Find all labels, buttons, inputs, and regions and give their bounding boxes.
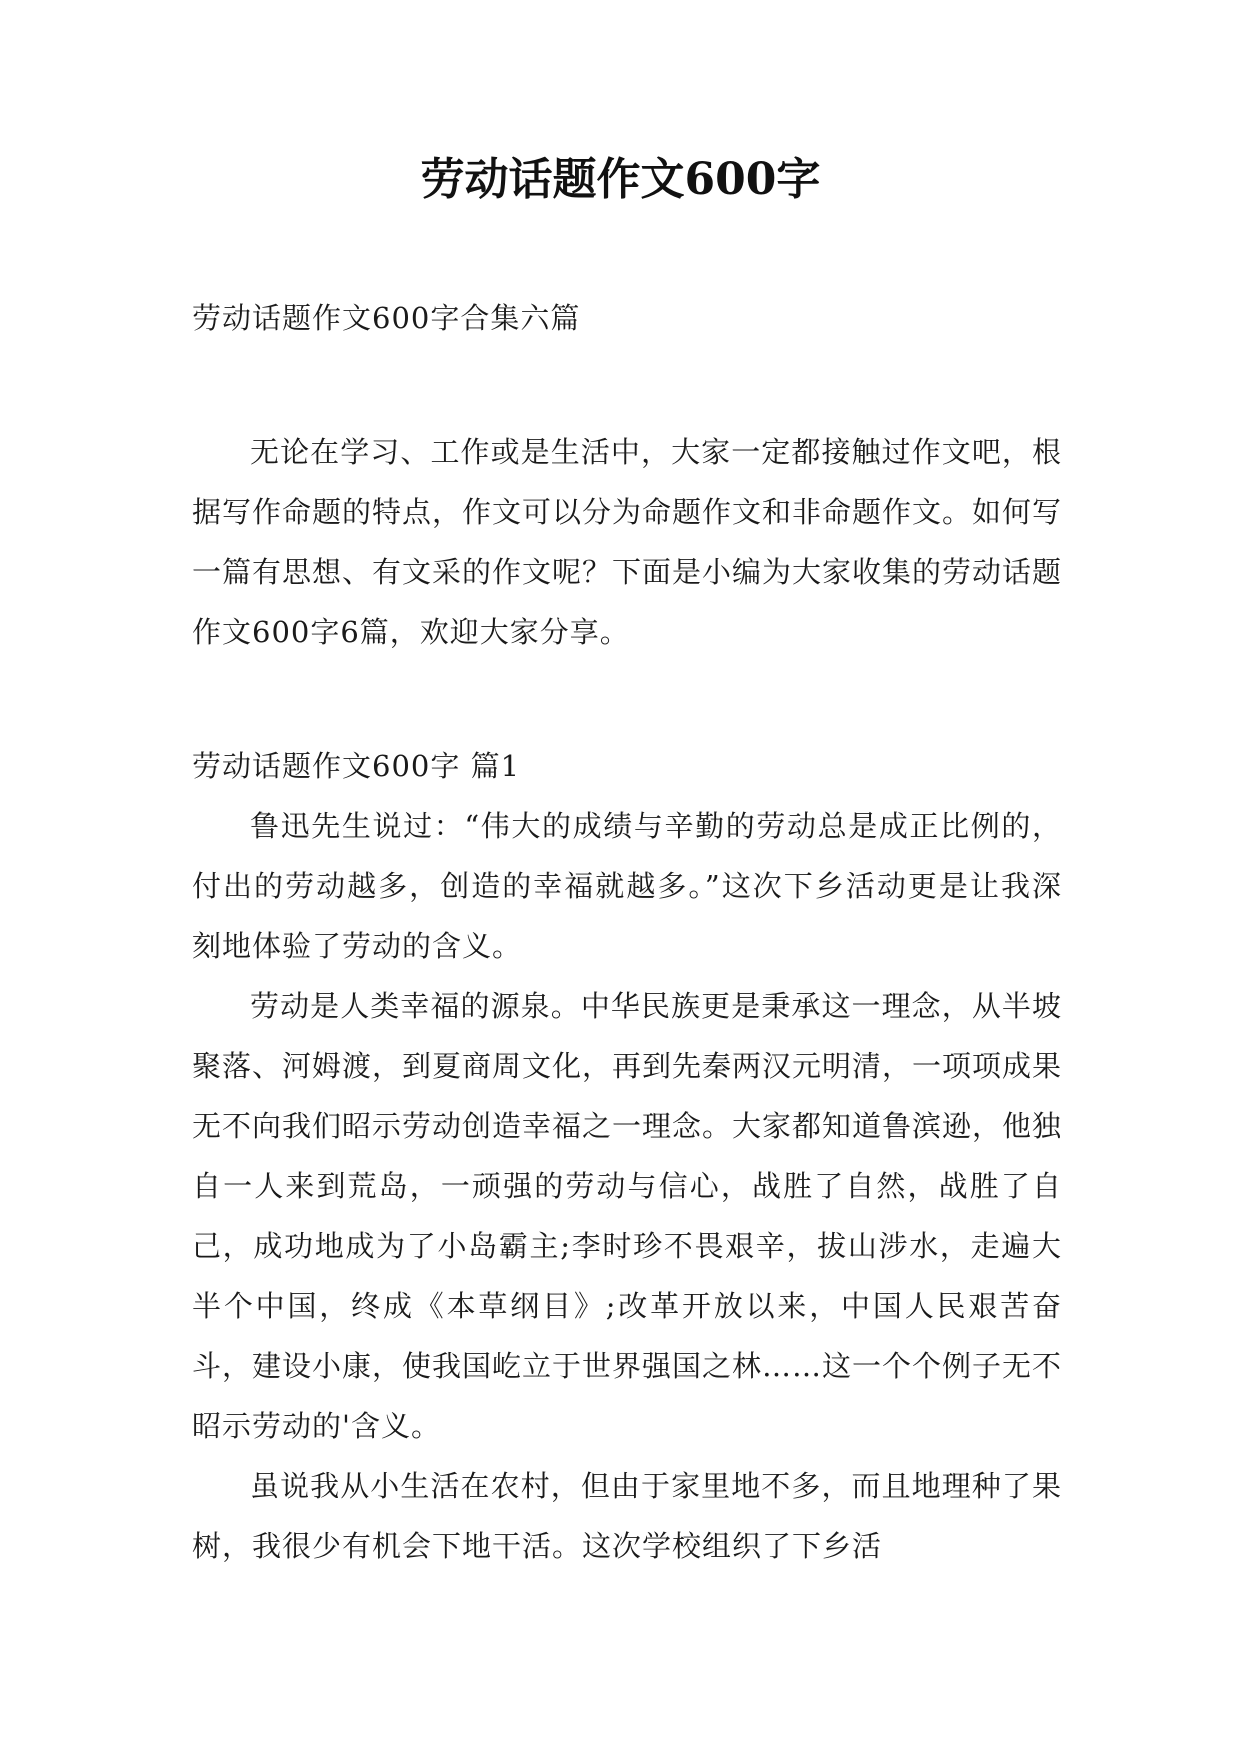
document-subtitle: 劳动话题作文600字合集六篇 [192, 301, 581, 335]
body-paragraph-1: 鲁迅先生说过：“伟大的成绩与辛勤的劳动总是成正比例的，付出的劳动越多，创造的幸福就越多。”这次下乡活动更是让我深刻地体验了劳动的含义。 [192, 809, 1062, 963]
intro-paragraph: 无论在学习、工作或是生活中，大家一定都接触过作文吧，根据写作命题的特点，作文可以分为命题作文和非命题作文。如何写一篇有思想、有文采的作文呢？下面是小编为大家收集的劳动话题作文600字6篇，欢迎大家分享。 [192, 435, 1063, 649]
document-title: 劳动话题作文600字 [420, 154, 821, 205]
body-paragraph-2: 劳动是人类幸福的源泉。中华民族更是秉承这一理念，从半坡聚落、河姆渡，到夏商周文化，再到先秦两汉元明清，一项项成果无不向我们昭示劳动创造幸福之一理念。大家都知道鲁滨逊，他独自一人来到荒岛，一顽强的劳动与信心，战胜了自然，战胜了自己，成功地成为了小岛霸主;李时珍不畏艰辛，拔山涉水，走遍大半个中国，终成《本草纲目》;改革开放以来，中国人民艰苦奋斗，建设小康，使我国屹立于世界强国之林……这一个个例子无不昭示劳动的'含义。 [192, 989, 1063, 1443]
spacer [192, 662, 1062, 736]
section-heading: 劳动话题作文600字 篇1 [192, 749, 521, 783]
body-paragraph-3: 虽说我从小生活在农村，但由于家里地不多，而且地理种了果树，我很少有机会下地干活。这次学校组织了下乡活 [192, 1469, 1062, 1563]
spacer [192, 348, 1062, 422]
document-body [192, 288, 1062, 1576]
